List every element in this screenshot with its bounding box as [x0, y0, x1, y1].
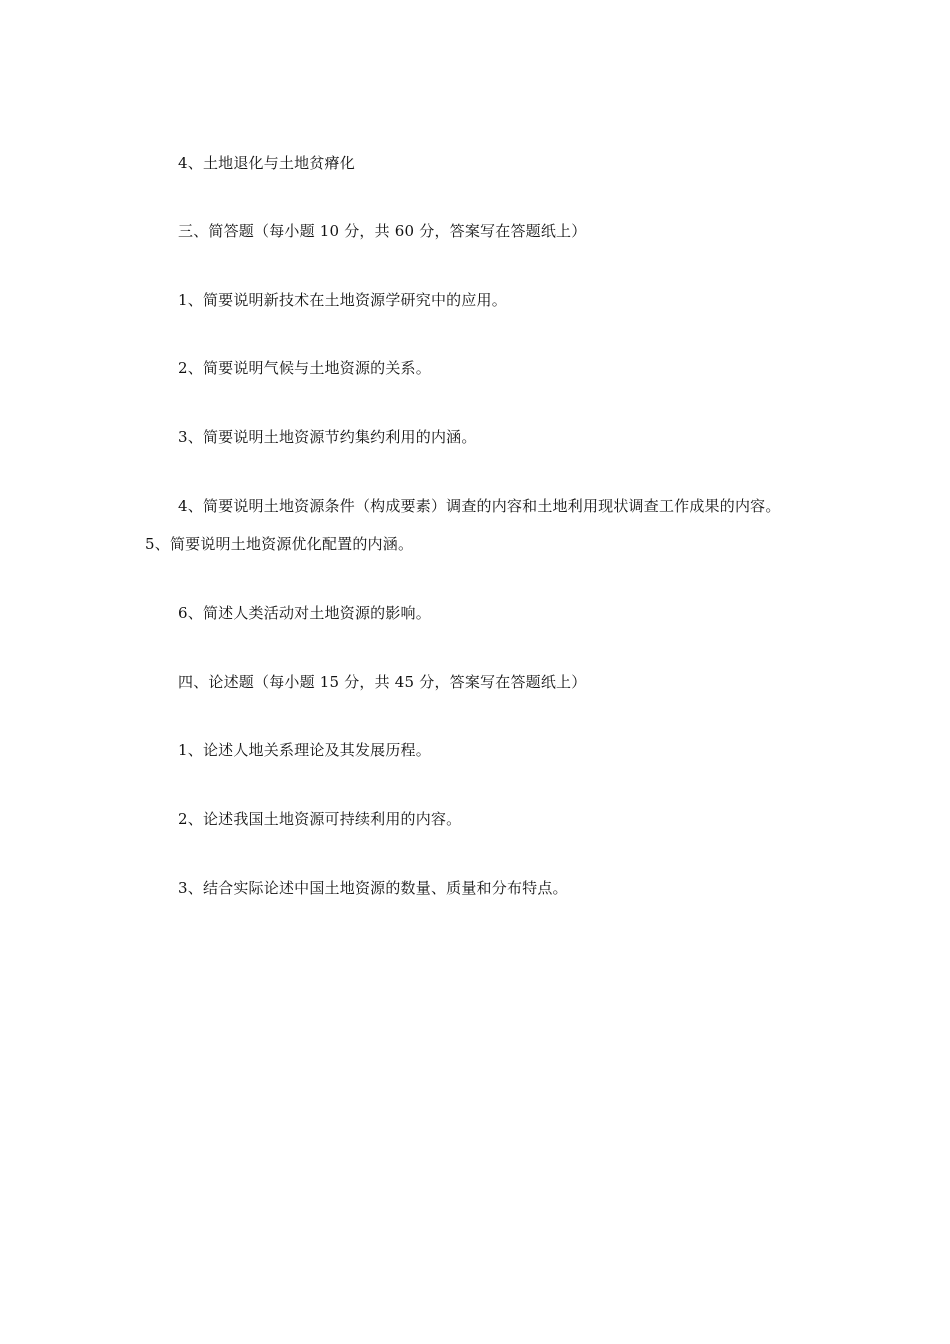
short-answer-question-6: 6、简述人类活动对土地资源的影响。 — [178, 604, 431, 622]
short-answer-question-1: 1、简要说明新技术在土地资源学研究中的应用。 — [178, 291, 507, 309]
short-answer-question-4: 4、简要说明土地资源条件（构成要素）调查的内容和土地利用现状调查工作成果的内容。 — [178, 497, 781, 515]
essay-question-3: 3、结合实际论述中国土地资源的数量、质量和分布特点。 — [178, 879, 568, 897]
section-heading-essay: 四、论述题（每小题 15 分，共 45 分，答案写在答题纸上） — [178, 673, 587, 691]
question-item-degradation: 4、土地退化与土地贫瘠化 — [178, 154, 355, 172]
short-answer-question-5: 5、简要说明土地资源优化配置的内涵。 — [145, 535, 414, 553]
short-answer-question-2: 2、简要说明气候与土地资源的关系。 — [178, 359, 431, 377]
essay-question-2: 2、论述我国土地资源可持续利用的内容。 — [178, 810, 462, 828]
essay-question-1: 1、论述人地关系理论及其发展历程。 — [178, 741, 431, 759]
section-heading-short-answer: 三、简答题（每小题 10 分，共 60 分，答案写在答题纸上） — [178, 222, 587, 240]
short-answer-question-3: 3、简要说明土地资源节约集约利用的内涵。 — [178, 428, 477, 446]
